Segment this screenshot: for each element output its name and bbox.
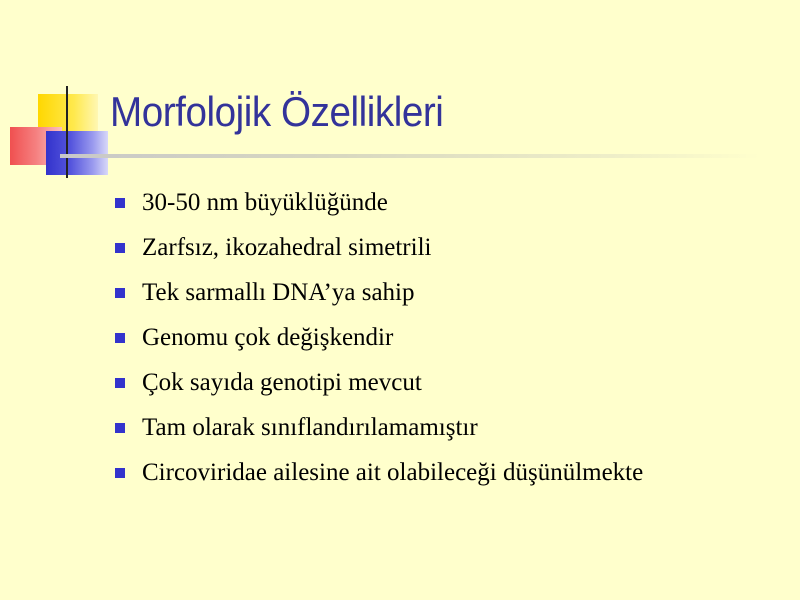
bullet-text: Circoviridae ailesine ait olabileceği düşünülmekte <box>142 459 644 486</box>
square-bullet-icon <box>115 198 125 208</box>
slide-title: Morfolojik Özellikleri <box>110 88 444 135</box>
bullet-text: Tam olarak sınıflandırılamamıştır <box>142 414 478 441</box>
bullet-item <box>115 276 643 321</box>
square-bullet-icon <box>115 333 125 343</box>
decorative-vertical-line <box>66 86 68 178</box>
bullet-text: Genomu çok değişkendir <box>142 324 394 351</box>
bullet-text: Çok sayıda genotipi mevcut <box>142 369 422 396</box>
decorative-blue-square <box>46 131 108 175</box>
bullet-item <box>115 186 643 231</box>
square-bullet-icon <box>115 378 125 388</box>
bullet-item <box>115 321 643 366</box>
title-underline <box>60 154 760 158</box>
bullet-item <box>115 411 643 456</box>
bullet-text: Zarfsız, ikozahedral simetrili <box>142 234 432 261</box>
square-bullet-icon <box>115 288 125 298</box>
bullet-item <box>115 366 643 411</box>
bullet-item <box>115 456 643 501</box>
bullet-list <box>115 186 643 501</box>
bullet-text: Tek sarmallı DNA’ya sahip <box>142 279 415 306</box>
square-bullet-icon <box>115 243 125 253</box>
square-bullet-icon <box>115 468 125 478</box>
bullet-item <box>115 231 643 276</box>
square-bullet-icon <box>115 423 125 433</box>
bullet-text: 30-50 nm büyüklüğünde <box>142 189 388 216</box>
